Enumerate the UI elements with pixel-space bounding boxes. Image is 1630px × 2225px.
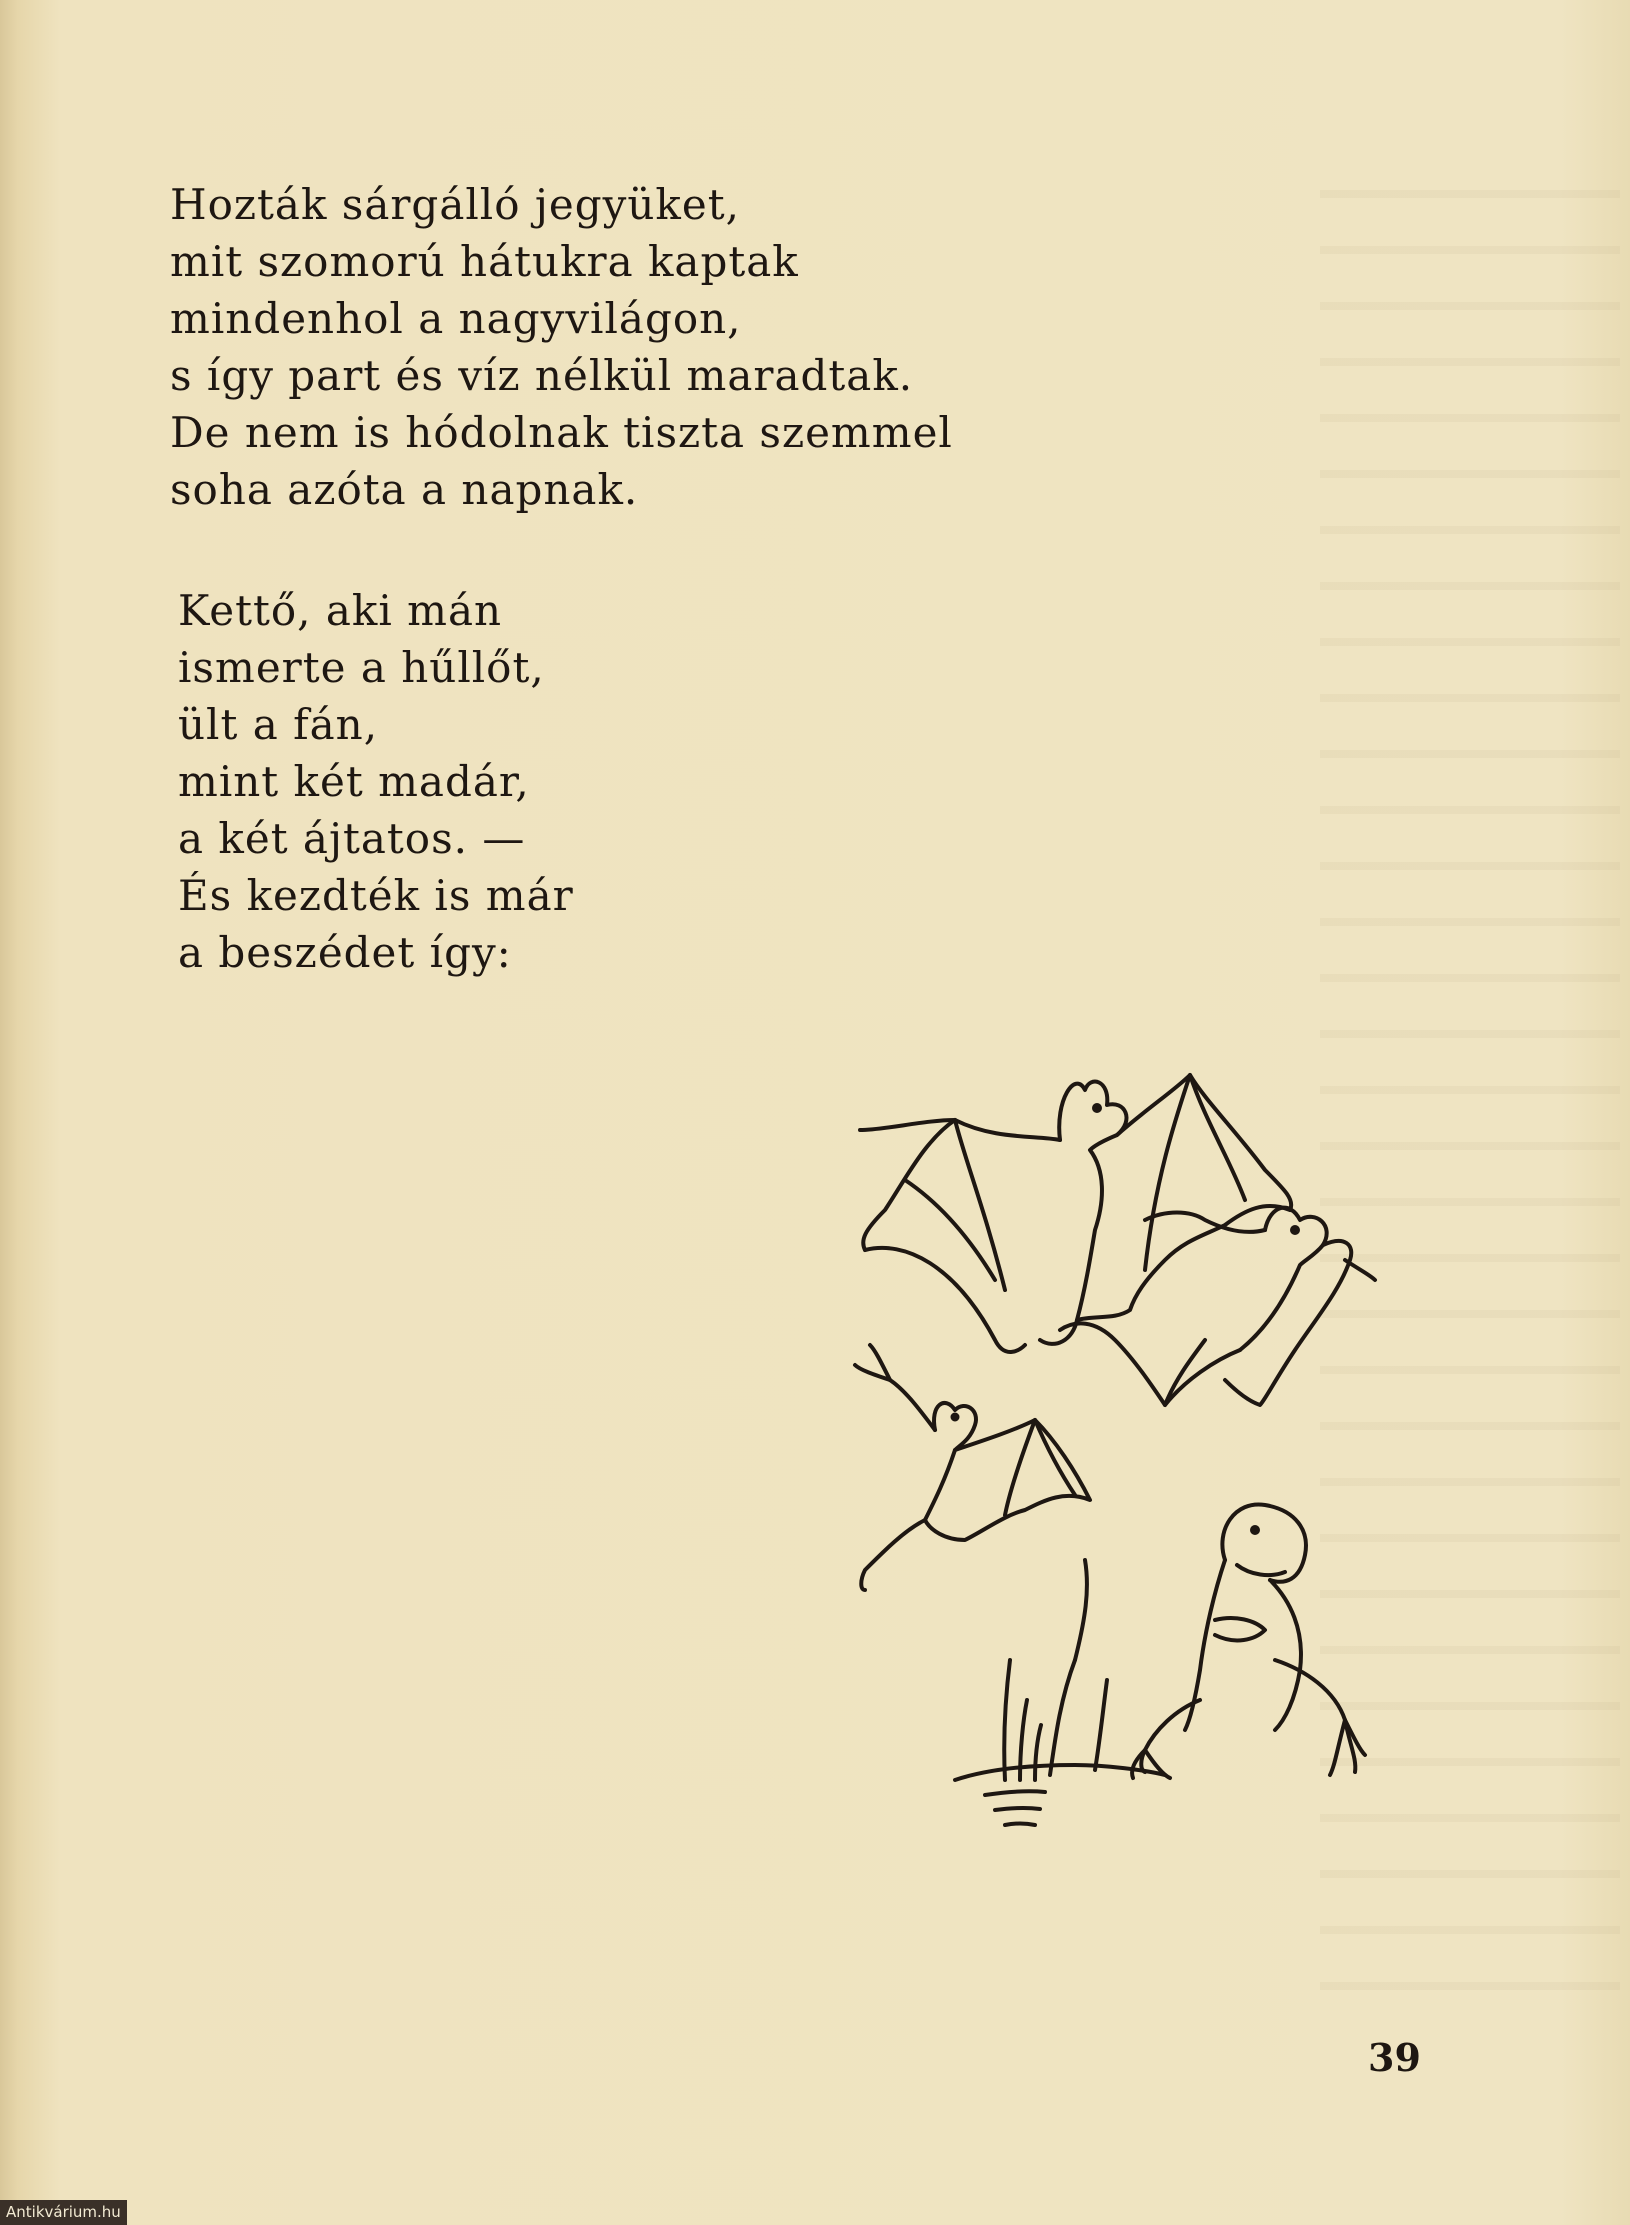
verse-line: ismerte a hűllőt,: [178, 643, 545, 692]
stanza-2: [178, 582, 574, 981]
bats-and-frog-drawing-icon: [845, 1060, 1405, 1860]
verse-line: a beszédet így:: [178, 928, 512, 977]
verse-line: s így part és víz nélkül maradtak.: [170, 351, 914, 400]
frog-icon: [1132, 1504, 1365, 1778]
verse-line: soha azóta a napnak.: [170, 465, 639, 514]
large-bat-icon: [860, 1075, 1291, 1352]
verse-line: mindenhol a nagyvilágon,: [170, 294, 742, 343]
stanza-1: [170, 176, 953, 518]
verse-line: mit szomorú hátukra kaptak: [170, 237, 799, 286]
page-number: 39: [1368, 2035, 1421, 2080]
verse-line: Hozták sárgálló jegyüket,: [170, 180, 740, 229]
verse-line: mint két madár,: [178, 757, 530, 806]
verse-line: a két ájtatos. —: [178, 814, 526, 863]
reeds-icon: [955, 1560, 1165, 1825]
verse-line: ült a fán,: [178, 700, 379, 749]
verse-line: És kezdték is már: [178, 871, 574, 920]
verse-line: De nem is hódolnak tiszta szemmel: [170, 408, 953, 457]
middle-bat-icon: [1060, 1208, 1375, 1405]
small-bat-icon: [855, 1345, 1090, 1590]
verse-line: Kettő, aki mán: [178, 586, 503, 635]
watermark-label: Antikvárium.hu: [0, 2200, 127, 2225]
